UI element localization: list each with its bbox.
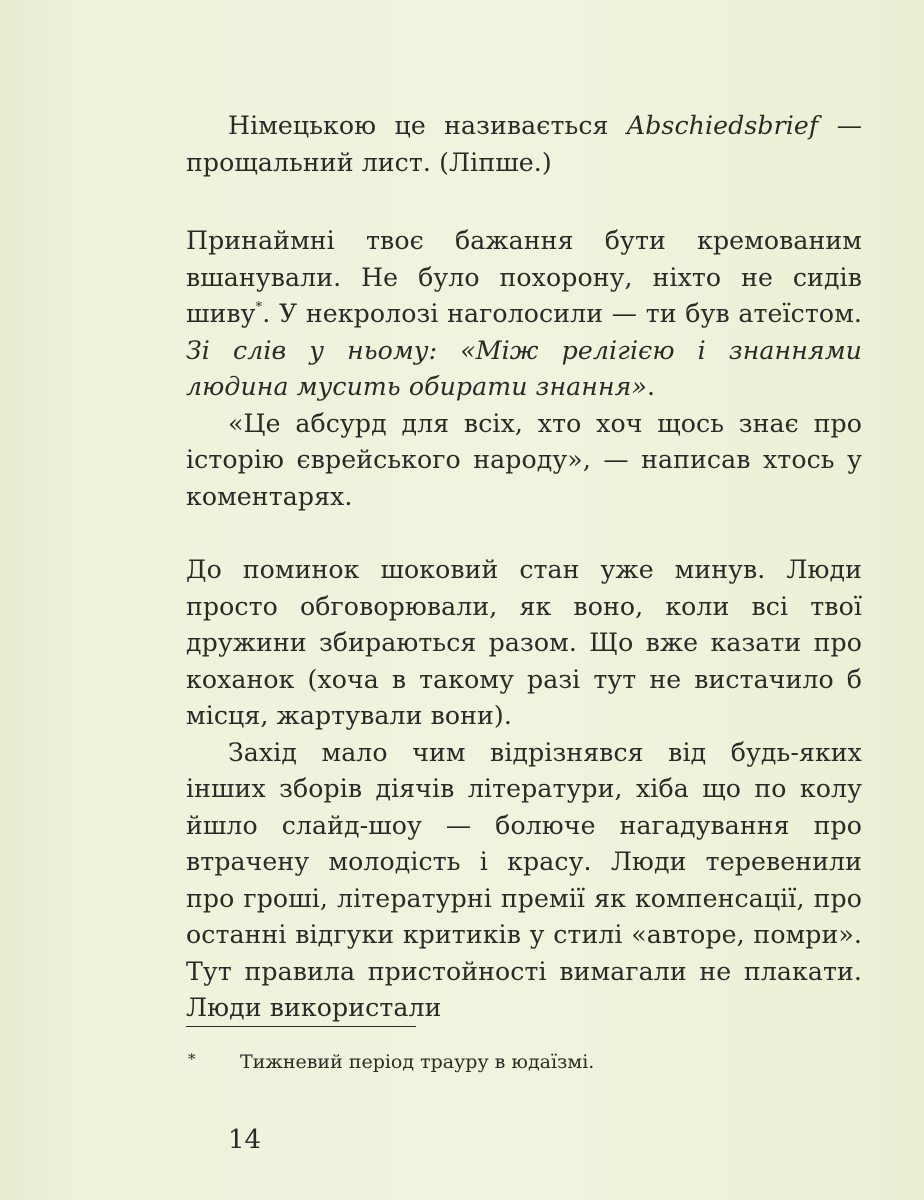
footnote-text: Тижневий період трауру в юдаїзмі. [240,1051,595,1073]
footnote-marker: * [188,1050,196,1068]
text-run: Німецькою це називається [228,111,627,140]
text-section-1 [186,108,862,181]
footnote-reference: * [255,300,263,315]
text-section-2 [186,223,862,515]
text-run: . [646,372,656,401]
italic-text: Зі слів у ньому: «Між релігією і знаннями людина мусить обирати знання» [186,335,862,401]
italic-text: Abschiedsbrief [626,111,819,140]
text-run: Принаймні твоє бажання бути кремованим вшанували. Не було похорону, ніхто не сидів шиву [186,226,862,328]
footnote [186,1045,846,1076]
paragraph: «Це абсурд для всіх, хто хоч щось знає про історію єврейського народу», — написав хтось у коментарях. [186,408,862,511]
paragraph [186,108,862,181]
paragraph: До поминок шоковий стан уже минув. Люди просто обговорювали, як воно, коли всі твої дружини збираються разом. Що вже казати про коханок (хоча в такому разі тут не вистачило б місця, жартували вони). [186,555,862,730]
text-run: . У некролозі наголосили — ти був атеїстом. [262,299,862,328]
page-number: 14 [228,1125,262,1155]
paragraph [186,223,862,406]
text-section-3 [186,552,862,1027]
paragraph: Захід мало чим відрізнявся від будь-яких інших зборів діячів літератури, хіба що по колу йшло слайд-шоу — болюче нагадування про втрачену молодість і красу. Люди теревенили про гроші, літературні премії як компенсації, про останні відгуки критиків у стилі «авторе, помри». Тут правила пристойності вимагали не плакати. Люди використали [186,737,862,1022]
footnote-divider [186,1026,416,1027]
text-run: — прощальний лист. (Ліпше.) [186,111,862,177]
